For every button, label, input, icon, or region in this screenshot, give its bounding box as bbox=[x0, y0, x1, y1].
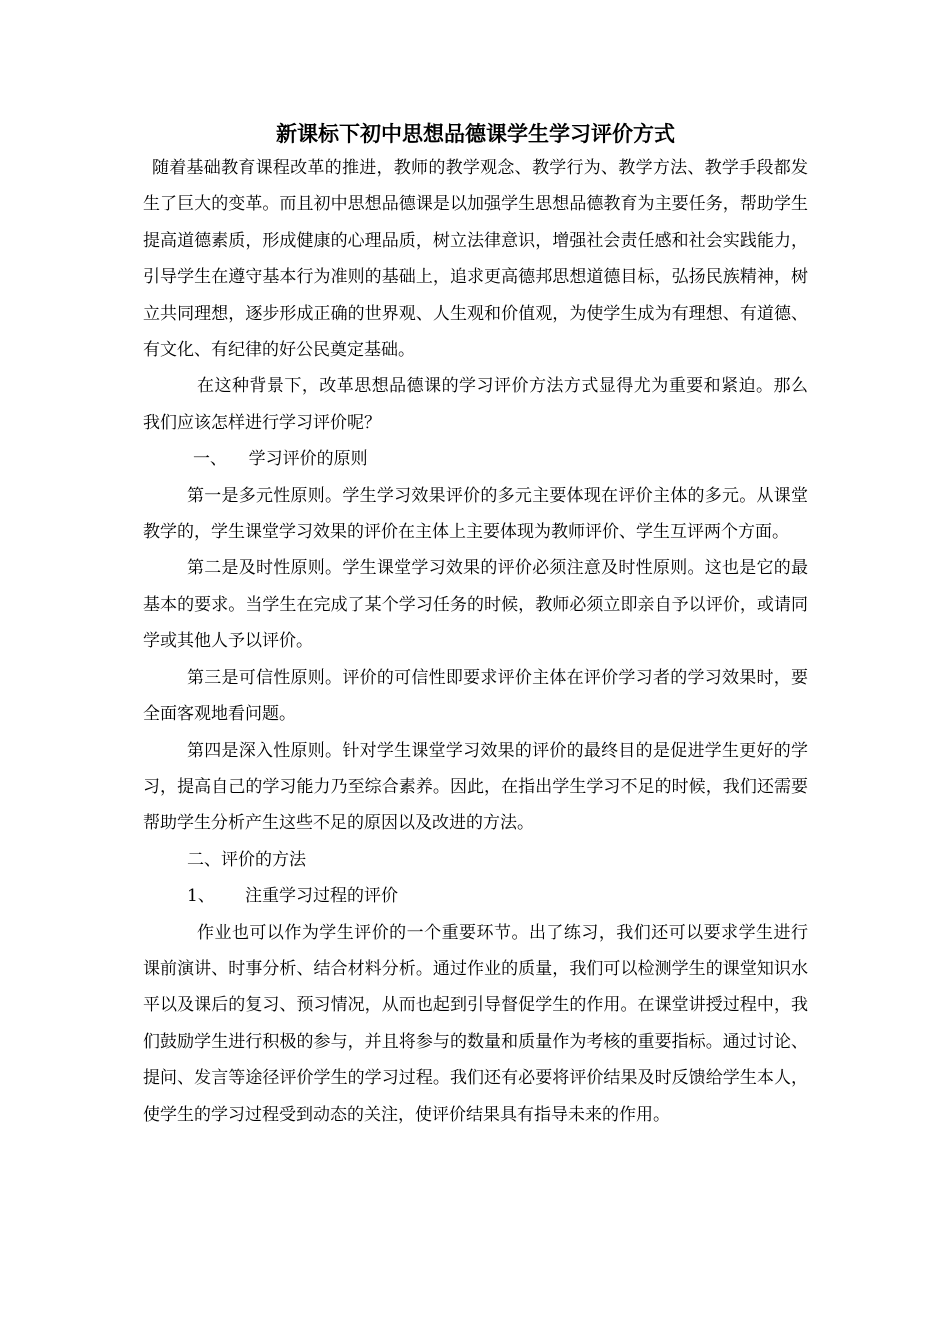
section-1-title: 学习评价的原则 bbox=[248, 449, 368, 470]
section-1-heading bbox=[143, 441, 808, 477]
document-title: 新课标下初中思想品德课学生学习评价方式 bbox=[276, 122, 675, 146]
subsection-1-heading bbox=[143, 878, 808, 914]
principle-3-paragraph: 第三是可信性原则。评价的可信性即要求评价主体在评价学习者的学习效果时，要全面客观地看问题。 bbox=[143, 667, 808, 725]
intro-paragraph: 随着基础教育课程改革的推进，教师的教学观念、教学行为、教学方法、教学手段都发生了巨大的变革。而且初中思想品德课是以加强学生思想品德教育为主要任务，帮助学生提高道德素质，形成健康的心理品质，树立法律意识，增强社会责任感和社会实践能力，引导学生在遵守基本行为准则的基础上，追求更高德邦思想道德目标，弘扬民族精神，树立共同理想，逐步形成正确的世界观、人生观和价值观，为使学生成为有理想、有道德、有文化、有纪律的好公民奠定基础。 bbox=[143, 158, 808, 361]
document-page bbox=[143, 118, 808, 1133]
subsection-1-number: 1、 bbox=[187, 886, 215, 907]
principle-1-paragraph: 第一是多元性原则。学生学习效果评价的多元主要体现在评价主体的多元。从课堂教学的，学生课堂学习效果的评价在主体上主要体现为教师评价、学生互评两个方面。 bbox=[143, 485, 808, 543]
background-paragraph: 在这种背景下，改革思想品德课的学习评价方法方式显得尤为重要和紧迫。那么我们应该怎样进行学习评价呢？ bbox=[143, 376, 808, 433]
process-evaluation-paragraph: 作业也可以作为学生评价的一个重要环节。出了练习，我们还可以要求学生进行课前演讲、时事分析、结合材料分析。通过作业的质量，我们可以检测学生的课堂知识水平以及课后的复习、预习情况，从而也起到引导督促学生的作用。在课堂讲授过程中，我们鼓励学生进行积极的参与，并且将参与的数量和质量作为考核的重要指标。通过讨论、提问、发言等途径评价学生的学习过程。我们还有必要将评价结果及时反馈给学生本人，使学生的学习过程受到动态的关注，使评价结果具有指导未来的作用。 bbox=[143, 922, 808, 1125]
principle-4-paragraph: 第四是深入性原则。针对学生课堂学习效果的评价的最终目的是促进学生更好的学习，提高自己的学习能力乃至综合素养。因此，在指出学生学习不足的时候，我们还需要帮助学生分析产生这些不足的原因以及改进的方法。 bbox=[143, 740, 808, 834]
subsection-1-title: 注重学习过程的评价 bbox=[245, 886, 398, 907]
section-2-heading: 二、评价的方法 bbox=[187, 849, 306, 870]
section-1-number: 一、 bbox=[193, 449, 227, 470]
principle-2-paragraph: 第二是及时性原则。学生课堂学习效果的评价必须注意及时性原则。这也是它的最基本的要求。当学生在完成了某个学习任务的时候，教师必须立即亲自予以评价，或请同学或其他人予以评价。 bbox=[143, 558, 808, 652]
